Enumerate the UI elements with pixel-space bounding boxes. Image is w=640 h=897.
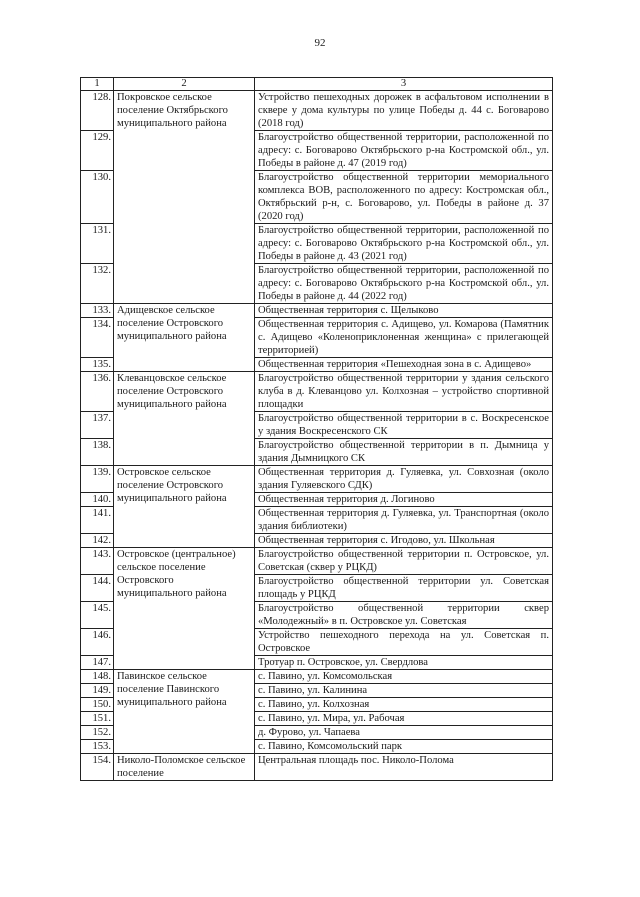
row-number: 137. bbox=[81, 412, 114, 439]
territory-description: Устройство пешеходных дорожек в асфальтовом исполнении в сквере у дома культуры по улице Победы д. 44 с. Боговарово (2018 год) bbox=[255, 91, 553, 131]
territory-description: Благоустройство общественной территории в п. Дымница у здания Дымницкого СК bbox=[255, 439, 553, 466]
territory-description: Общественная территория д. Логиново bbox=[255, 493, 553, 507]
municipality-name: Покровское сельское поселение Октябрьского муниципального района bbox=[114, 91, 255, 304]
territory-description: Общественная территория д. Гуляевка, ул. Совхозная (около здания Гуляевского СДК) bbox=[255, 466, 553, 493]
row-number: 142. bbox=[81, 534, 114, 548]
table-row bbox=[81, 91, 553, 131]
row-number: 151. bbox=[81, 712, 114, 726]
row-number: 130. bbox=[81, 171, 114, 224]
row-number: 154. bbox=[81, 754, 114, 781]
row-number: 131. bbox=[81, 224, 114, 264]
territory-description: д. Фурово, ул. Чапаева bbox=[255, 726, 553, 740]
row-number: 138. bbox=[81, 439, 114, 466]
table-row bbox=[81, 670, 553, 684]
territory-description: с. Павино, ул. Калинина bbox=[255, 684, 553, 698]
territory-description: Центральная площадь пос. Николо-Полома bbox=[255, 754, 553, 781]
territory-description: Устройство пешеходного перехода на ул. Советская п. Островское bbox=[255, 629, 553, 656]
municipality-name: Островское (центральное) сельское поселение Островского муниципального района bbox=[114, 548, 255, 670]
territory-description: Благоустройство общественной территории, расположенной по адресу: с. Боговарово Октябрьского р-на Костромской обл., ул. Победы в районе д. 44 (2022 год) bbox=[255, 264, 553, 304]
row-number: 143. bbox=[81, 548, 114, 575]
column-header-municipality: 2 bbox=[114, 78, 255, 91]
territory-description: Благоустройство общественной территории сквер «Молодежный» в п. Островское ул. Советская bbox=[255, 602, 553, 629]
column-header-territory: 3 bbox=[255, 78, 553, 91]
territory-description: Благоустройство общественной территории п. Островское, ул. Советская (сквер у РЦКД) bbox=[255, 548, 553, 575]
municipality-name: Адищевское сельское поселение Островского муниципального района bbox=[114, 304, 255, 372]
territory-description: Общественная территория с. Игодово, ул. Школьная bbox=[255, 534, 553, 548]
territory-description: Благоустройство общественной территории в с. Воскресенское у здания Воскресенского СК bbox=[255, 412, 553, 439]
municipality-name: Николо-Поломское сельское поселение bbox=[114, 754, 255, 781]
table-row bbox=[81, 466, 553, 493]
row-number: 148. bbox=[81, 670, 114, 684]
row-number: 134. bbox=[81, 318, 114, 358]
row-number: 153. bbox=[81, 740, 114, 754]
territory-description: с. Павино, Комсомольский парк bbox=[255, 740, 553, 754]
municipality-name: Клеванцовское сельское поселение Островского муниципального района bbox=[114, 372, 255, 466]
row-number: 141. bbox=[81, 507, 114, 534]
row-number: 150. bbox=[81, 698, 114, 712]
row-number: 140. bbox=[81, 493, 114, 507]
page-number: 92 bbox=[314, 37, 326, 49]
territory-description: Благоустройство общественной территории, расположенной по адресу: с. Боговарово Октябрьского р-на Костромской обл., ул. Победы в районе д. 43 (2021 год) bbox=[255, 224, 553, 264]
territory-description: Благоустройство общественной территории мемориального комплекса ВОВ, расположенного по адресу: Костромская обл., Октябрьский р-н, с. Боговарово, ул. Победы в районе д. 37 (2020 год) bbox=[255, 171, 553, 224]
row-number: 132. bbox=[81, 264, 114, 304]
territory-description: Общественная территория с. Адищево, ул. Комарова (Памятник с. Адищево «Коленоприклоненная женщина» с прилегающей территорией) bbox=[255, 318, 553, 358]
territory-description: Благоустройство общественной территории у здания сельского клуба в д. Клеванцово ул. Колхозная – устройство спортивной площадки bbox=[255, 372, 553, 412]
territory-description: с. Павино, ул. Колхозная bbox=[255, 698, 553, 712]
row-number: 139. bbox=[81, 466, 114, 493]
column-header-number: 1 bbox=[81, 78, 114, 91]
table-header-row bbox=[81, 78, 553, 91]
territory-description: Общественная территория д. Гуляевка, ул. Транспортная (около здания библиотеки) bbox=[255, 507, 553, 534]
row-number: 147. bbox=[81, 656, 114, 670]
row-number: 135. bbox=[81, 358, 114, 372]
table-row bbox=[81, 372, 553, 412]
public-territories-table bbox=[80, 77, 553, 781]
municipality-name: Островское сельское поселение Островского муниципального района bbox=[114, 466, 255, 548]
row-number: 146. bbox=[81, 629, 114, 656]
table-row bbox=[81, 754, 553, 781]
territory-description: Благоустройство общественной территории, расположенной по адресу: с. Боговарово Октябрьского р-на Костромской обл., ул. Победы в районе д. 47 (2019 год) bbox=[255, 131, 553, 171]
table-body bbox=[81, 78, 553, 781]
municipality-name: Павинское сельское поселение Павинского муниципального района bbox=[114, 670, 255, 754]
row-number: 144. bbox=[81, 575, 114, 602]
territory-description: Тротуар п. Островское, ул. Свердлова bbox=[255, 656, 553, 670]
territory-description: с. Павино, ул. Комсомольская bbox=[255, 670, 553, 684]
territory-description: Общественная территория с. Щелыково bbox=[255, 304, 553, 318]
row-number: 152. bbox=[81, 726, 114, 740]
row-number: 136. bbox=[81, 372, 114, 412]
table-row bbox=[81, 304, 553, 318]
territory-description: с. Павино, ул. Мира, ул. Рабочая bbox=[255, 712, 553, 726]
row-number: 145. bbox=[81, 602, 114, 629]
territory-description: Благоустройство общественной территории ул. Советская площадь у РЦКД bbox=[255, 575, 553, 602]
territory-description: Общественная территория «Пешеходная зона в с. Адищево» bbox=[255, 358, 553, 372]
table-row bbox=[81, 548, 553, 575]
row-number: 149. bbox=[81, 684, 114, 698]
row-number: 133. bbox=[81, 304, 114, 318]
row-number: 129. bbox=[81, 131, 114, 171]
row-number: 128. bbox=[81, 91, 114, 131]
